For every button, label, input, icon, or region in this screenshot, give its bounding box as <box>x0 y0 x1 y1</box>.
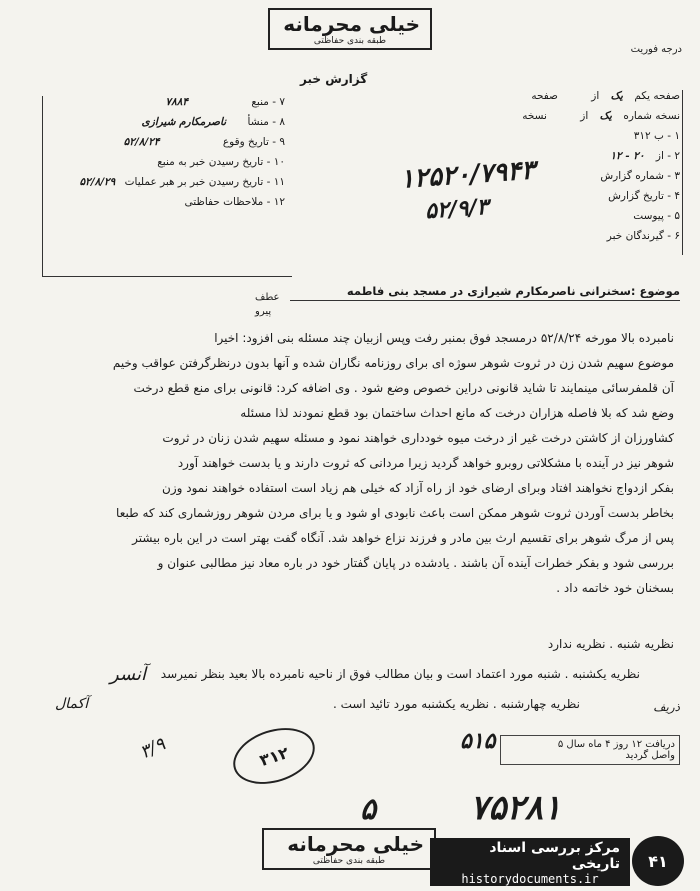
handwritten-number-2: ۵ <box>360 792 377 827</box>
field-label: ۶ - گیرندگان خبر <box>606 230 680 242</box>
opinion-line: نظریه شنبه . نظریه ندارد <box>547 637 674 651</box>
body-line: آن قلمفرسائی مینمایند تا شاید قانونی دراین خصوص وضع شود . وی اضافه کرد: قانونی برای منع قطع درخت <box>133 381 674 395</box>
field-label: ۹ - تاریخ وقوع <box>222 136 285 148</box>
signature-mid: آکمال <box>55 696 89 712</box>
footer-classification-subtext: طبقه بندی حفاظتی <box>312 856 386 866</box>
field-label: ۱۰ - تاریخ رسیدن خبر به منبع <box>157 156 285 168</box>
stamp-number: ۵۱۵ <box>460 728 496 754</box>
body-line: وضع شد که بلا فاصله هزاران درخت که مانع احداث ساختمان بود قطع نمودند لذا مسئله <box>240 406 674 420</box>
circular-stamp-text: ۳۱۲ <box>257 742 291 770</box>
body-line: بفکر ازدواج نخواهند افتاد وبرای ارضای خود از راه آزاد که خیلی هم زیاد است استفاده خواهند نمود وزن <box>162 481 674 495</box>
field-row <box>40 116 285 136</box>
body-line: پس از مرگ شوهر برای تقسیم ارث بین مادر و فرزند نزاع خواهد شد. آنگاه گفت بهتر است در این باره بیشتر <box>132 531 674 545</box>
priority-label: درجه فوریت <box>630 44 682 55</box>
field-row <box>430 110 680 130</box>
right-box-border <box>682 90 683 255</box>
field-value: ۵۲/۸/۲۹ <box>79 176 116 188</box>
receipt-received: دریافت ۱۲ روز ۴ ماه سال ۵ <box>557 739 675 750</box>
field-value: یک <box>610 90 623 102</box>
field-value: ۷۸۸۴ <box>165 96 188 108</box>
field-row <box>40 196 285 216</box>
footer-org-name: مرکز بررسی اسناد تاریخی <box>489 840 620 872</box>
left-box-border <box>42 96 43 276</box>
field-mid: از <box>580 110 589 122</box>
left-fields <box>40 96 285 216</box>
field-value: ۲۰ - ۱۲ <box>610 150 645 162</box>
opinion-line: نظریه یکشنبه . شنبه مورد اعتماد است و بیان مطالب فوق از ناحیه نامبرده بالا بعید بنظر نمیرسد <box>160 667 640 681</box>
body-line: موضوع سهیم شدن زن در ثروت شوهر سوژه ای برای روزنامه نگاران شده و آنها بدون درنظرگرفتن عواقب وخیم <box>112 356 674 370</box>
subject-underline <box>290 300 680 301</box>
left-box-bottom <box>42 276 292 277</box>
body-line: شوهر نیز در آینده با مشکلاتی روبرو خواهد گردید زیرا مردانی که ثروت دارند و یا بدست خواهند آورد <box>177 456 674 470</box>
field-row <box>40 136 285 156</box>
field-row <box>40 96 285 116</box>
footer-logo-icon <box>632 836 684 886</box>
report-type: گزارش خبر <box>300 72 368 86</box>
peyro-label: پیرو <box>255 306 272 317</box>
field-row <box>430 130 680 150</box>
field-label: صفحه یکم <box>634 90 680 102</box>
footer-page-badge: ۴۱ <box>648 851 668 871</box>
field-end: صفحه <box>531 90 558 102</box>
field-label: ۱ - ب ۳۱۲ <box>633 130 680 142</box>
receipt-sent: واصل گردید <box>625 750 675 761</box>
receipt-stamp <box>500 735 680 765</box>
handwritten-date: ۳/۹ <box>136 733 169 764</box>
classification-subtext: طبقه بندی حفاظتی <box>313 36 387 46</box>
signature-right: آنسر <box>110 664 146 685</box>
field-label: ۱۱ - تاریخ رسیدن خبر بر هبر عملیات <box>124 176 285 188</box>
field-row <box>40 156 285 176</box>
field-end: نسخه <box>522 110 547 122</box>
field-label: ۴ - تاریخ گزارش <box>608 190 680 202</box>
field-row <box>430 90 680 110</box>
field-label: ۸ - منشأ <box>247 116 285 128</box>
field-label: ۱۲ - ملاحظات حفاظتی <box>184 196 285 208</box>
field-label: ۳ - شماره گزارش <box>600 170 680 182</box>
field-value: یک <box>599 110 612 122</box>
field-row <box>430 230 680 250</box>
field-label: ۷ - منبع <box>251 96 285 108</box>
footer-classification-text: خیلی محرمانه <box>287 832 424 856</box>
handwritten-number: ۷۵۲۸۱ <box>470 788 562 828</box>
zarif-note: ذریف <box>653 700 680 714</box>
field-mid: از <box>591 90 600 102</box>
footer-watermark <box>430 838 630 886</box>
field-row <box>40 176 285 196</box>
field-label: ۵ - پیوست <box>633 210 680 222</box>
report-number-handwritten: ۱۲۵۲۰/۷۹۴۳ <box>399 155 537 195</box>
subject: موضوع :سخنرانی ناصرمکارم شیرازی در مسجد بنی فاطمه <box>346 284 680 298</box>
circular-stamp <box>226 718 322 793</box>
classification-stamp <box>268 8 432 50</box>
body-line: بررسی شود و بفکر خطرات آینده آن باشند . یادشده در پایان گفتار خود در باره معاد نیز مطالبی عنوان و <box>157 556 674 570</box>
body-line: بخاطر بدست آوردن ثروت شوهر ممکن است باعث نابودی او شود و یا برای مردن شوهر روزشماری کند که طبعا <box>116 506 674 520</box>
body-line: کشاورزان از کاشتن درخت غیر از درخت میوه خودداری خواهند نمود و مسئله سهیم شدن زنان در ثروت <box>162 431 674 445</box>
field-value: ۵۲/۸/۲۴ <box>123 136 160 148</box>
report-date-handwritten: ۵۲/۹/۳ <box>424 193 490 225</box>
field-label: نسخه شماره <box>623 110 680 122</box>
footer-url: historydocuments.ir <box>461 872 599 886</box>
field-value: ناصرمکارم شیرازی <box>141 116 227 128</box>
field-label: ۲ - از <box>655 150 680 162</box>
atf-label: عطف <box>255 292 280 303</box>
classification-text: خیلی محرمانه <box>283 12 420 36</box>
footer-classification-stamp <box>262 828 436 870</box>
opinion-line: نظریه چهارشنبه . نظریه یکشنبه مورد تائید است . <box>333 697 580 711</box>
body-line: بسخنان خود خاتمه داد . <box>556 581 674 595</box>
body-line: نامبرده بالا مورخه ۵۲/۸/۲۴ درمسجد فوق بمنبر رفت وپس ازبیان چند مسئله بنی افزود: اخیرا <box>214 331 674 345</box>
